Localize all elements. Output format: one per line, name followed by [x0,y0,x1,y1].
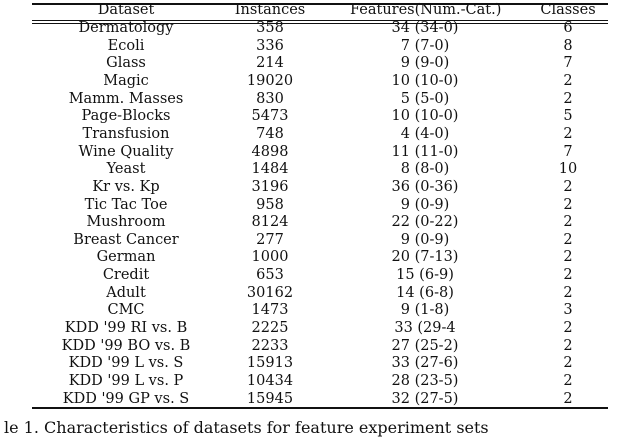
table-cell: Magic [103,72,149,89]
table-cell: 830 [256,90,284,107]
table-cell: 2 [563,196,573,213]
table-row [32,160,608,178]
table-cell: 2225 [251,320,289,337]
table-cell: Mamm. Masses [68,90,184,107]
table-cell: 33 (29-4 [394,320,456,337]
table-cell: 15 (6-9) [396,267,454,284]
table-cell: 14 (6-8) [396,284,454,301]
bottom-rule [32,407,608,409]
table-cell: 11 (11-0) [391,143,459,160]
column-header: Classes [540,2,596,18]
table-cell: Tic Tac Toe [84,196,168,213]
table-cell: 2 [563,337,573,354]
table-cell: KDD '99 BO vs. B [61,337,191,354]
table-cell: 27 (25-2) [391,337,459,354]
table-row [32,231,608,249]
table-cell: 2233 [251,337,289,354]
table-cell: 214 [256,55,284,72]
table-row [32,19,608,37]
table-cell: 358 [256,20,284,36]
table-cell: 2 [563,214,573,231]
table-cell: 2 [563,284,573,301]
table-cell: 8 (8-0) [400,161,450,178]
table-cell: Glass [106,55,146,72]
table-cell: Breast Cancer [73,231,179,248]
column-header: Instances [234,2,306,18]
table-cell: Mushroom [86,214,166,231]
table-cell: 277 [256,231,284,248]
table-cell: 10 [558,161,578,178]
table-row [32,337,608,355]
table-cell: 748 [256,125,284,142]
table-row [32,390,608,408]
table-cell: 10 (10-0) [391,108,459,125]
table-cell: KDD '99 RI vs. B [64,320,188,337]
table-cell: Wine Quality [78,143,174,160]
table-cell: KDD '99 GP vs. S [62,390,190,407]
column-header: Features(Num.-Cat.) [350,2,502,18]
table-row [32,196,608,214]
table-cell: 2 [563,231,573,248]
table-row [32,284,608,302]
table-cell: 5 [563,108,573,125]
table-cell: 336 [256,37,284,54]
table-cell: 7 [563,55,573,72]
table-cell: 10 (10-0) [391,72,459,89]
table-cell: CMC [107,302,145,319]
table-cell: Kr vs. Kp [92,178,160,195]
table-cell: 2 [563,355,573,372]
table-cell: 2 [563,125,573,142]
table-cell: Ecoli [107,37,145,54]
table-cell: 1000 [251,249,289,266]
table-cell: 8 [563,37,573,54]
table-cell: 653 [256,267,284,284]
table-cell: 2 [563,390,573,407]
table-cell: 2 [563,90,573,107]
table-cell: 1484 [251,161,289,178]
table-cell: 4 (4-0) [400,125,450,142]
table-cell: 1473 [251,302,289,319]
table-cell: 20 (7-13) [391,249,459,266]
column-header: Dataset [97,2,155,18]
table-cell: 30162 [246,284,294,301]
table-cell: 15913 [246,355,294,372]
table-cell: 3 [563,302,573,319]
table-cell: 2 [563,72,573,89]
table-cell: Credit [102,267,150,284]
table-row [32,319,608,337]
table-row [32,90,608,108]
table-cell: Page-Blocks [81,108,171,125]
table-cell: 10434 [246,373,294,389]
table-row [32,125,608,143]
table-cell: 2 [563,249,573,266]
table-row [32,372,608,390]
table-cell: KDD '99 L vs. S [68,355,184,372]
table-cell: 6 [563,20,573,36]
table-cell: 19020 [246,72,294,89]
table-row [32,143,608,161]
table-row [32,107,608,125]
table-cell: KDD '99 L vs. P [68,373,184,389]
table-cell: German [96,249,156,266]
table-cell: 4898 [251,143,289,160]
table-cell: 34 (34-0) [391,20,459,36]
table-cell: 2 [563,320,573,337]
table-row [32,248,608,266]
table-cell: 22 (0-22) [391,214,459,231]
table-cell: 36 (0-36) [391,178,459,195]
table-row [32,354,608,372]
table-cell: 15945 [246,390,294,407]
table-cell: Yeast [106,161,146,178]
table-row [32,301,608,319]
table-cell: 2 [563,178,573,195]
table-row [32,72,608,90]
table-cell: 9 (0-9) [400,231,450,248]
table-cell: 8124 [251,214,289,231]
table-row [32,213,608,231]
table-row [32,266,608,284]
table-row [32,37,608,55]
table-row [32,178,608,196]
table-cell: 3196 [251,178,289,195]
table-cell: 5473 [251,108,289,125]
table-cell: 32 (27-5) [391,390,459,407]
table-cell: 2 [563,267,573,284]
table-header [32,1,608,19]
table-caption: le 1. Characteristics of datasets for feature experiment sets [4,418,489,437]
table-cell: Dermatology [78,20,174,36]
table-row [32,54,608,72]
table-cell: 9 (0-9) [400,196,450,213]
table-cell: 7 (7-0) [400,37,450,54]
table-cell: 5 (5-0) [400,90,450,107]
table-cell: Transfusion [82,125,170,142]
table-cell: 958 [256,196,284,213]
table-cell: 2 [563,373,573,389]
table-cell: 9 (9-0) [400,55,450,72]
table-cell: 33 (27-6) [391,355,459,372]
table-cell: 9 (1-8) [400,302,450,319]
table-cell: 7 [563,143,573,160]
table-cell: 28 (23-5) [391,373,459,389]
table-cell: Adult [106,284,146,301]
